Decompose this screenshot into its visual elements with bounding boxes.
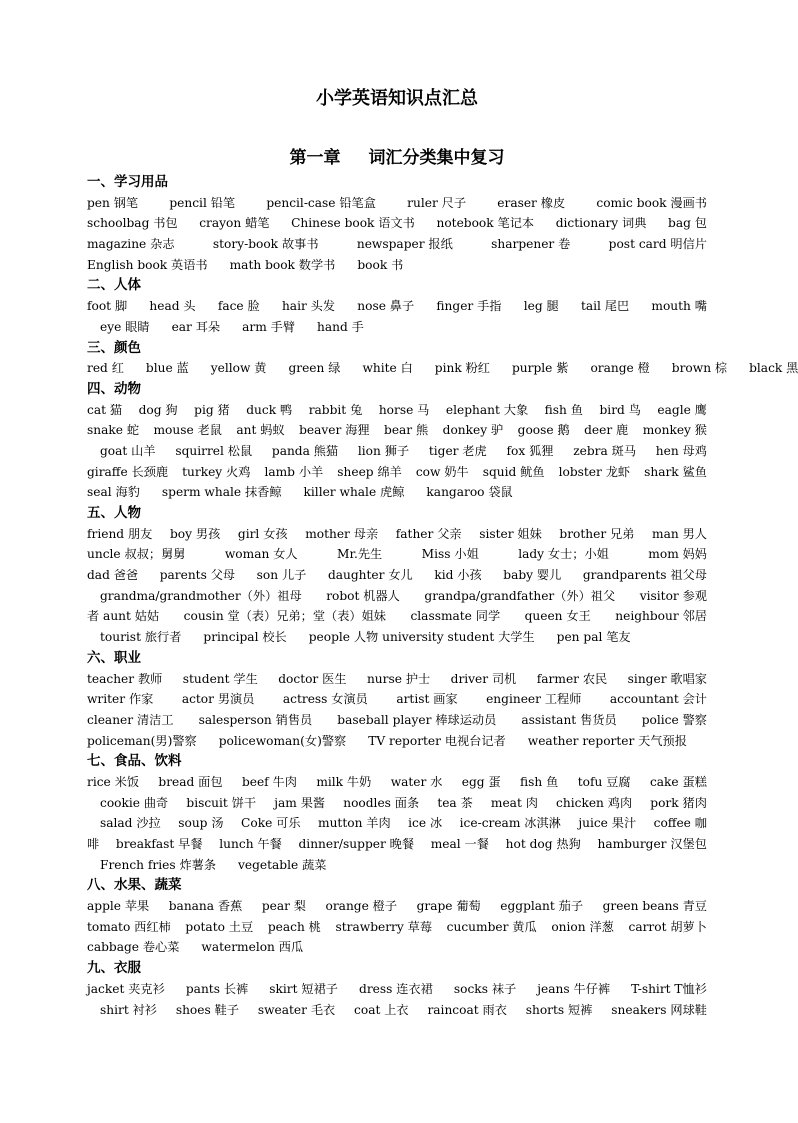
vocab-entry: baby 婴儿: [503, 568, 562, 583]
vocab-row: [87, 834, 707, 855]
vocab-row: [87, 813, 707, 834]
vocab-entry: bread 面包: [158, 774, 223, 789]
vocab-entry: pencil-case 铅笔盒: [266, 195, 376, 210]
vocab-entry: assistant 售货员: [521, 712, 617, 727]
vocab-entry: head 头: [149, 299, 196, 314]
vocab-row: [87, 358, 798, 379]
vocab-entry: shorts 短裤: [525, 1002, 593, 1017]
vocab-section: [87, 958, 707, 1020]
vocab-row: [87, 627, 707, 648]
vocab-entry: elephant 大象: [445, 402, 529, 417]
vocab-entry: robot 机器人: [326, 588, 400, 603]
vocab-entry: mouse 老鼠: [153, 423, 222, 438]
vocab-entry: ice-cream 冰淇淋: [459, 816, 561, 831]
vocab-entry: ant 蚂蚁: [236, 423, 285, 438]
vocab-entry: parents 父母: [159, 568, 236, 583]
vocab-entry: squirrel 松鼠: [175, 443, 253, 458]
vocab-entry: cow 奶牛: [415, 464, 469, 479]
vocab-entry: pen pal 笔友: [556, 630, 631, 645]
vocab-section: [87, 875, 707, 958]
vocab-entry: blue 蓝: [145, 361, 189, 376]
vocab-row: [87, 441, 707, 462]
vocab-entry: deer 鹿: [584, 423, 629, 438]
vocab-entry: peach 桃: [267, 919, 321, 934]
vocab-entry: notebook 笔记本: [436, 216, 535, 231]
vocab-entry: orange 橙: [590, 361, 650, 376]
vocab-row: [87, 193, 707, 214]
vocab-entry: jacket 夹克衫: [87, 981, 165, 996]
vocab-entry: hand 手: [317, 319, 364, 334]
vocab-entry: potato 土豆: [185, 919, 254, 934]
vocab-entry: son 儿子: [256, 568, 307, 583]
vocab-entry: turkey 火鸡: [182, 464, 251, 479]
vocab-entry: goat 山羊: [100, 443, 156, 458]
vocab-row: [87, 606, 707, 627]
vocab-entry: water 水: [390, 774, 443, 789]
vocab-entry: kangaroo 袋鼠: [426, 485, 513, 500]
vocab-entry: sister 姐妹: [479, 526, 542, 541]
vocab-entry: brown 棕: [671, 361, 728, 376]
vocab-entry: noodles 面条: [343, 795, 420, 810]
vocab-entry: cat 猫: [87, 402, 123, 417]
vocab-entry: lion 狮子: [357, 443, 410, 458]
vocab-entry: mom 妈妈: [648, 547, 707, 562]
vocab-entry: English book 英语书: [87, 257, 208, 272]
vocab-entry: lobster 龙虾: [558, 464, 631, 479]
vocab-entry: killer whale 虎鲸: [303, 485, 405, 500]
vocab-entry: queen 女王: [524, 609, 591, 624]
vocab-entry: Chinese book 语文书: [291, 216, 415, 231]
vocab-entry: white 白: [362, 361, 413, 376]
vocab-entry: magazine 杂志: [87, 237, 175, 252]
vocab-row: [87, 213, 707, 234]
vocab-entry: bear 熊: [384, 423, 429, 438]
vocab-row: [87, 772, 707, 793]
vocab-entry: strawberry 草莓: [335, 919, 433, 934]
vocab-entry: tofu 豆腐: [577, 774, 631, 789]
vocab-entry: horse 马: [378, 402, 430, 417]
vocab-entry: actor 男演员: [181, 692, 255, 707]
vocab-entry: cake 蛋糕: [649, 774, 707, 789]
vocab-entry: crayon 蜡笔: [199, 216, 270, 231]
vocab-entry: mutton 羊肉: [318, 816, 391, 831]
vocab-entry: jeans 牛仔裤: [537, 981, 611, 996]
vocab-entry: farmer 农民: [536, 671, 608, 686]
vocab-entry: cabbage 卷心菜: [87, 940, 180, 955]
vocab-entry: girl 女孩: [237, 526, 288, 541]
vocab-entry: sneakers 网球鞋: [611, 1002, 707, 1017]
vocab-entry: beaver 海狸: [299, 423, 370, 438]
section-heading: 三、颜色: [87, 339, 141, 356]
vocab-section: [87, 379, 707, 503]
vocab-entry: ear 耳朵: [171, 319, 221, 334]
vocab-entry: Coke 可乐: [241, 816, 301, 831]
vocab-entry: socks 袜子: [453, 981, 517, 996]
vocab-entry: hot dog 热狗: [505, 837, 581, 851]
vocab-entry: orange 橙子: [325, 899, 398, 914]
vocab-entry: purple 紫: [511, 361, 569, 376]
vocab-entry: dog 狗: [138, 402, 178, 417]
vocab-entry: police 警察: [641, 712, 707, 727]
vocab-entry: schoolbag 书包: [87, 216, 178, 231]
vocab-entry: policeman(男)警察: [87, 733, 197, 748]
vocab-entry: mother 母亲: [305, 526, 379, 541]
vocab-entry: lunch 午餐: [219, 837, 282, 851]
vocab-row: [87, 544, 707, 565]
vocab-entry: T-shirt T恤衫: [631, 981, 707, 996]
vocab-row: [87, 317, 707, 338]
section-heading: 五、人物: [87, 505, 141, 521]
vocab-entry: eraser 橡皮: [497, 195, 566, 210]
section-heading: 八、水果、蔬菜: [87, 877, 182, 894]
vocab-row: [87, 234, 707, 255]
vocab-entry: uncle 叔叔；舅舅: [87, 547, 186, 562]
vocab-entry: shark 鲨鱼: [644, 464, 707, 479]
vocab-entry: grandma/grandmother（外）祖母: [100, 588, 302, 603]
vocab-entry: snake 蛇: [87, 423, 140, 438]
vocab-entry: onion 洋葱: [551, 919, 614, 934]
vocab-entry: green 绿: [288, 361, 341, 376]
vocab-entry: biscuit 饼干: [186, 795, 257, 810]
vocab-entry: carrot 胡萝卜: [628, 919, 707, 934]
vocab-entry: hair 头发: [281, 299, 336, 314]
section-heading: 九、衣服: [87, 960, 141, 977]
vocab-entry: cookie 曲奇: [100, 795, 169, 810]
section-heading: 七、食品、饮料: [87, 753, 182, 770]
vocab-entry: eggplant 茄子: [500, 899, 584, 914]
vocab-entry: dress 连衣裙: [359, 981, 433, 996]
vocab-entry: nose 鼻子: [357, 299, 415, 314]
vocab-entry: dad 爸爸: [87, 568, 139, 583]
document-title: 小学英语知识点汇总: [316, 88, 478, 109]
vocab-entry: policewoman(女)警察: [218, 733, 347, 748]
vocab-entry: rice 米饭: [87, 774, 140, 789]
vocab-entry: salad 沙拉: [100, 816, 161, 831]
vocab-entry: fish 鱼: [544, 402, 583, 417]
vocab-row: [87, 565, 707, 586]
vocab-section: [87, 275, 707, 337]
vocab-entry: sharpener 卷: [491, 237, 571, 252]
vocab-entry: monkey 猴: [642, 423, 707, 438]
vocab-entry: jam 果酱: [274, 795, 326, 810]
vocab-entry: French fries 炸薯条: [100, 857, 217, 872]
vocab-entry: skirt 短裙子: [269, 981, 338, 996]
vocab-entry: arm 手臂: [242, 319, 296, 334]
vocab-row: [87, 420, 707, 441]
vocab-entry: dinner/supper 晚餐: [298, 837, 415, 851]
vocab-section: [87, 751, 707, 875]
section-heading: 一、学习用品: [87, 174, 168, 190]
vocab-entry: coffee 咖: [653, 816, 707, 831]
vocab-entry: tomato 西红柿: [87, 919, 171, 934]
vocab-entry: watermelon 西瓜: [201, 940, 304, 955]
vocab-row: [87, 979, 707, 1000]
vocab-entry: cousin 堂（表）兄弟；堂（表）姐妹: [183, 609, 386, 624]
section-heading: 二、人体: [87, 277, 141, 294]
vocab-entry: leg 腿: [523, 299, 559, 314]
vocab-entry: tea 茶: [437, 795, 473, 810]
vocab-entry: shirt 衬衫: [100, 1002, 157, 1017]
vocab-row: [87, 482, 707, 503]
vocab-entry: pen 钢笔: [87, 195, 139, 210]
vocab-row: [87, 586, 707, 607]
vocab-entry: meal 一餐: [430, 837, 489, 851]
vocab-entry: grape 葡萄: [416, 899, 481, 914]
vocab-entry: bag 包: [668, 216, 707, 231]
vocab-row: [87, 669, 707, 690]
vocab-entry: soup 汤: [178, 816, 224, 831]
vocab-row: [87, 793, 707, 814]
chapter-heading: [87, 144, 707, 172]
vocab-row: [87, 710, 707, 731]
vocab-entry: yellow 黄: [210, 361, 267, 376]
vocab-entry: cucumber 黄瓜: [446, 919, 537, 934]
vocab-entry: people 人物 university student 大学生: [308, 630, 535, 645]
vocab-entry: 者 aunt 姑姑: [87, 609, 160, 624]
vocab-entry: actress 女演员: [282, 692, 368, 707]
vocab-entry: visitor 参观: [639, 588, 707, 603]
vocab-entry: duck 鸭: [246, 402, 293, 417]
vocab-entry: Miss 小姐: [421, 547, 479, 562]
vocab-entry: milk 牛奶: [316, 774, 372, 789]
vocab-entry: chicken 鸡肉: [556, 795, 633, 810]
vocab-entry: kid 小孩: [434, 568, 482, 583]
vocab-section: [87, 338, 798, 379]
vocab-entry: baseball player 棒球运动员: [337, 712, 497, 727]
vocab-entry: comic book 漫画书: [596, 195, 707, 210]
vocab-entry: friend 朋友: [87, 526, 153, 541]
vocab-row: [87, 731, 707, 752]
vocab-entry: newspaper 报纸: [356, 237, 453, 252]
vocab-row: [87, 896, 707, 917]
chapter-name: 词汇分类集中复习: [368, 148, 505, 168]
vocab-entry: green beans 青豆: [602, 899, 707, 914]
vocab-entry: daughter 女儿: [327, 568, 413, 583]
document-page: [87, 84, 798, 1020]
vocab-entry: pig 猪: [194, 402, 230, 417]
vocab-entry: ruler 尺子: [407, 195, 467, 210]
vocab-entry: artist 画家: [396, 692, 458, 707]
vocab-entry: book 书: [357, 257, 404, 272]
vocab-entry: dictionary 词典: [555, 216, 647, 231]
vocab-entry: red 红: [87, 361, 124, 376]
vocab-entry: brother 兄弟: [559, 526, 635, 541]
vocab-entry: breakfast 早餐: [115, 837, 203, 851]
vocab-entry: panda 熊猫: [271, 443, 339, 458]
vocab-entry: beef 牛肉: [241, 774, 297, 789]
vocab-entry: pork 猪肉: [650, 795, 707, 810]
vocabulary-sections: [87, 172, 798, 1020]
vocab-entry: doctor 医生: [278, 671, 347, 686]
vocab-entry: finger 手指: [436, 299, 502, 314]
vocab-entry: Mr.先生: [337, 547, 383, 562]
vocab-entry: bird 鸟: [599, 402, 641, 417]
vocab-entry: lady 女士；小姐: [518, 547, 609, 562]
vocab-entry: driver 司机: [450, 671, 517, 686]
vocab-entry: fish 鱼: [520, 774, 559, 789]
vocab-entry: post card 明信片: [608, 237, 707, 252]
vocab-entry: lamb 小羊: [264, 464, 324, 479]
vocab-entry: donkey 驴: [442, 423, 504, 438]
vocab-entry: meat 肉: [490, 795, 538, 810]
vocab-entry: apple 苹果: [87, 899, 150, 914]
vocab-section: [87, 648, 707, 751]
vocab-entry: sheep 绵羊: [337, 464, 402, 479]
vocab-entry: writer 作家: [87, 692, 154, 707]
vocab-entry: black 黑: [749, 361, 798, 376]
vocab-entry: raincoat 雨衣: [427, 1002, 507, 1017]
vocab-row: [87, 524, 707, 545]
vocab-entry: salesperson 销售员: [198, 712, 313, 727]
vocab-entry: mouth 嘴: [651, 299, 707, 314]
vocab-entry: zebra 斑马: [573, 443, 637, 458]
vocab-entry: singer 歌唱家: [627, 671, 707, 686]
vocab-entry: squid 鱿鱼: [482, 464, 545, 479]
vocab-row: [87, 255, 707, 276]
vocab-section: [87, 503, 707, 648]
vocab-row: [87, 296, 707, 317]
vocab-row: [87, 937, 707, 958]
vocab-entry: goose 鹅: [517, 423, 570, 438]
vocab-entry: egg 蛋: [461, 774, 501, 789]
vocab-entry: man 男人: [652, 526, 707, 541]
vocab-row: [87, 400, 707, 421]
vocab-entry: giraffe 长颈鹿: [87, 464, 169, 479]
vocab-entry: fox 狐狸: [506, 443, 554, 458]
vocab-entry: cleaner 清洁工: [87, 712, 174, 727]
vocab-entry: rabbit 兔: [308, 402, 363, 417]
vocab-entry: sperm whale 抹香鲸: [161, 485, 282, 500]
vocab-entry: nurse 护士: [366, 671, 431, 686]
vocab-entry: TV reporter 电视台记者: [368, 733, 506, 748]
vocab-entry: sweater 毛衣: [257, 1002, 336, 1017]
vocab-entry: boy 男孩: [169, 526, 221, 541]
vocab-entry: tourist 旅行者: [100, 630, 182, 645]
vocab-entry: juice 果汁: [578, 816, 637, 831]
vocab-entry: ice 冰: [408, 816, 443, 831]
vocab-entry: principal 校长: [203, 630, 287, 645]
vocab-entry: classmate 同学: [410, 609, 501, 624]
vocab-entry: vegetable 蔬菜: [238, 857, 327, 872]
vocab-entry: seal 海豹: [87, 485, 140, 500]
vocab-entry: eye 眼睛: [100, 319, 150, 334]
vocab-entry: weather reporter 天气预报: [527, 733, 687, 748]
vocab-entry: grandparents 祖父母: [582, 568, 707, 583]
vocab-row: [87, 1000, 707, 1021]
vocab-entry: hen 母鸡: [655, 443, 707, 458]
vocab-entry: neighbour 邻居: [615, 609, 707, 624]
vocab-entry: face 脸: [217, 299, 260, 314]
vocab-entry: pencil 铅笔: [169, 195, 236, 210]
vocab-row: [87, 689, 707, 710]
vocab-entry: woman 女人: [224, 547, 298, 562]
vocab-entry: tail 尾巴: [580, 299, 630, 314]
vocab-entry: father 父亲: [395, 526, 462, 541]
vocab-entry: grandpa/grandfather（外）祖父: [424, 588, 616, 603]
section-heading: 六、职业: [87, 649, 141, 666]
chapter-number: 第一章: [289, 148, 341, 168]
vocab-entry: pants 长裤: [185, 981, 249, 996]
vocab-entry: hamburger 汉堡包: [597, 837, 707, 851]
vocab-entry: foot 脚: [87, 299, 128, 314]
vocab-entry: pink 粉红: [434, 361, 490, 376]
vocab-entry: coat 上衣: [354, 1002, 409, 1017]
vocab-entry: 啡: [87, 837, 100, 851]
vocab-entry: tiger 老虎: [428, 443, 487, 458]
vocab-entry: teacher 教师: [87, 671, 163, 686]
vocab-section: [87, 172, 707, 275]
vocab-entry: eagle 鹰: [657, 402, 707, 417]
vocab-entry: engineer 工程师: [486, 692, 582, 707]
vocab-row: [87, 917, 707, 938]
section-heading: 四、动物: [87, 380, 141, 397]
vocab-entry: math book 数学书: [229, 257, 336, 272]
vocab-row: [87, 462, 707, 483]
vocab-entry: story-book 故事书: [212, 237, 319, 252]
vocab-row: [87, 855, 707, 876]
vocab-entry: shoes 鞋子: [175, 1002, 239, 1017]
vocab-entry: accountant 会计: [609, 692, 707, 707]
vocab-entry: banana 香蕉: [168, 899, 243, 914]
vocab-entry: pear 梨: [261, 899, 306, 914]
vocab-entry: student 学生: [182, 671, 258, 686]
